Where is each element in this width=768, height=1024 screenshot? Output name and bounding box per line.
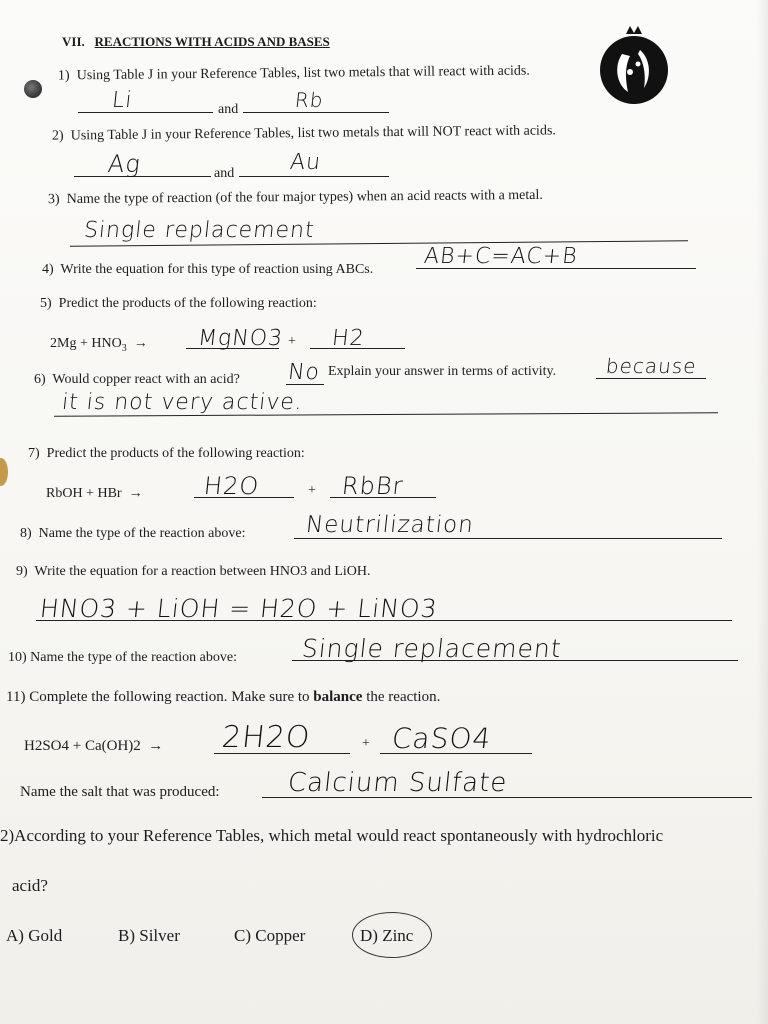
- q4-answer: AB+C=AC+B: [422, 244, 579, 269]
- q12-option-a[interactable]: A) Gold: [6, 926, 63, 945]
- q11-reactants: H2SO4 + Ca(OH)2: [24, 738, 141, 754]
- section-title: REACTIONS WITH ACIDS AND BASES: [94, 34, 330, 49]
- q6-answer-a: No: [286, 360, 322, 385]
- question-4: [42, 262, 373, 278]
- q3-number: 3): [47, 192, 60, 208]
- punch-hole: [24, 80, 42, 98]
- q8-answer: Neutrilization: [304, 512, 476, 538]
- q11-text-bold: balance: [313, 689, 363, 705]
- q7-text: Predict the products of the following reaction:: [46, 446, 305, 461]
- q5-product-2: H2: [330, 326, 366, 351]
- section-heading: [62, 34, 330, 50]
- q6-number: 6): [34, 372, 46, 387]
- question-11: [6, 689, 440, 706]
- q7-product-1: H2O: [202, 472, 261, 500]
- question-12: [0, 826, 663, 846]
- q12-number: 2): [0, 826, 15, 845]
- pomegranate-logo-icon: [596, 24, 672, 106]
- q5-arrow: →: [133, 336, 148, 351]
- q6-answer-b2: it is not very active.: [60, 390, 305, 415]
- q11-text-post: the reaction.: [362, 689, 441, 705]
- q8-text: Name the type of the reaction above:: [38, 526, 246, 541]
- question-6: [34, 372, 240, 388]
- section-number: VII.: [62, 34, 85, 49]
- q3-text: Name the type of reaction (of the four major types) when an acid reacts with a metal.: [66, 187, 543, 207]
- binder-tab-mark: [0, 458, 8, 486]
- q10-number: 10): [8, 650, 27, 665]
- q6-text-a: Would copper react with an acid?: [52, 372, 240, 387]
- q2-text: Using Table J in your Reference Tables, list two metals that will NOT react with acids.: [70, 123, 556, 144]
- question-10: [8, 650, 237, 666]
- question-3: [48, 188, 543, 208]
- q1-number: 1): [57, 68, 70, 84]
- question-2: [52, 123, 556, 144]
- q12-text-continued: acid?: [12, 876, 48, 895]
- q10-text: Name the type of the reaction above:: [30, 650, 237, 665]
- q2-number: 2): [51, 128, 64, 144]
- q1-answer-1: Li: [110, 88, 134, 113]
- q4-text: Write the equation for this type of reaction using ABCs.: [60, 262, 374, 277]
- q7-product-2: RbBr: [340, 472, 405, 500]
- question-9: [16, 564, 371, 580]
- q11-salt-answer: Calcium Sulfate: [286, 768, 509, 798]
- q12-option-b[interactable]: B) Silver: [118, 926, 180, 945]
- q7-plus: +: [308, 483, 316, 498]
- q12-option-d[interactable]: D) Zinc: [360, 926, 414, 945]
- q6-answer-b1: because: [604, 354, 698, 378]
- q1-blank-2[interactable]: [243, 112, 389, 113]
- q7-equation: [46, 486, 143, 502]
- q9-number: 9): [16, 564, 28, 579]
- q9-answer: HNO3 + LiOH = H2O + LiNO3: [38, 594, 440, 623]
- q11-number: 11): [6, 689, 26, 705]
- q11-equation: [24, 738, 163, 755]
- q10-answer: Single replacement: [300, 634, 564, 663]
- q11-salt-question: Name the salt that was produced:: [20, 784, 220, 800]
- q7-reactants: RbOH + HBr: [46, 486, 122, 501]
- q12-selected-circle: [352, 912, 432, 958]
- page-edge-shadow: [756, 0, 768, 1024]
- q2-answer-1: Ag: [106, 150, 143, 178]
- q11-text-pre: Complete the following reaction. Make sure to: [29, 689, 314, 705]
- q1-answer-2: Rb: [293, 88, 325, 112]
- q7-number: 7): [28, 446, 40, 461]
- q5-product-1: MgNO3: [196, 326, 285, 351]
- q2-blank-2[interactable]: [239, 176, 389, 177]
- q2-answer-2: Au: [288, 150, 323, 175]
- q5-text: Predict the products of the following reaction:: [58, 296, 317, 311]
- q8-number: 8): [20, 526, 32, 541]
- q9-text: Write the equation for a reaction between HNO3 and LiOH.: [34, 564, 371, 579]
- q5-subscript: 3: [121, 342, 127, 354]
- q1-blank-1[interactable]: [78, 112, 213, 113]
- q2-blank-1[interactable]: [74, 176, 211, 177]
- q4-number: 4): [42, 262, 54, 277]
- q5-equation: [50, 336, 148, 354]
- q3-answer: Single replacement: [82, 218, 317, 243]
- q11-arrow: →: [148, 738, 164, 754]
- q1-and: and: [218, 102, 239, 117]
- question-8: [20, 526, 245, 542]
- q8-blank[interactable]: [294, 538, 722, 539]
- q11-product-2: CaSO4: [390, 722, 494, 755]
- q5-plus: +: [288, 334, 296, 349]
- question-1: [58, 64, 530, 85]
- q5-number: 5): [40, 296, 52, 311]
- question-5: [40, 296, 317, 312]
- question-7: [28, 446, 305, 462]
- q1-text: Using Table J in your Reference Tables, list two metals that will react with acids.: [76, 63, 530, 84]
- q11-plus: +: [362, 736, 370, 751]
- q6-text-b: Explain your answer in terms of activity.: [328, 364, 557, 379]
- q11-product-1: 2H2O: [220, 720, 313, 755]
- q12-option-c[interactable]: C) Copper: [234, 926, 306, 945]
- q7-arrow: →: [128, 486, 143, 501]
- q6-blank-b[interactable]: [596, 378, 706, 379]
- q2-and: and: [214, 166, 235, 181]
- q12-text: According to your Reference Tables, which metal would react spontaneously with hydrochloric: [14, 826, 664, 845]
- q5-reactants: 2Mg + HNO: [50, 336, 122, 351]
